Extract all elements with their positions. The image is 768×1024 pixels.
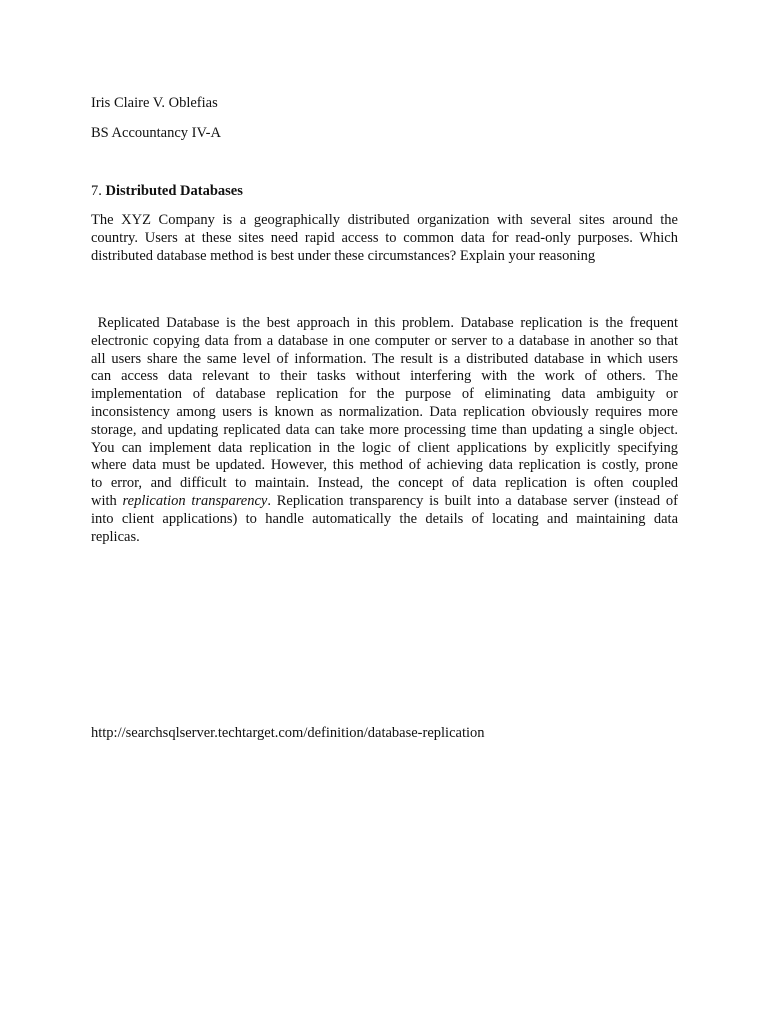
author-name: Iris Claire V. Oblefias (91, 95, 218, 111)
answer-line: into client applications) to handle automatically the details of locating and maintaining data (91, 510, 678, 527)
answer-line: implementation of database replication for the purpose of eliminating data ambiguity or (91, 386, 678, 403)
answer-paragraph (91, 315, 678, 546)
coupled-prefix: with (91, 492, 123, 509)
answer-line: all users share the same level of information. The result is a distributed database in which users (91, 350, 678, 367)
answer-line: electronic copying data from a database in one computer or server to a database in another so that (91, 332, 678, 349)
question-number: 7. (91, 183, 102, 199)
answer-line-coupled (91, 493, 678, 511)
coupled-suffix: . Replication transparency is built into a database server (instead of (267, 492, 678, 509)
question-text (91, 212, 678, 265)
answer-line: Replicated Database is the best approach in this problem. Database replication is the frequent (91, 315, 678, 331)
answer-line: replicas. (91, 528, 140, 545)
course-section: BS Accountancy IV-A (91, 125, 221, 141)
source-url: http://searchsqlserver.techtarget.com/definition/database-replication (91, 725, 485, 741)
answer-line: can access data relevant to their tasks without interfering with the work of others. The (91, 368, 678, 385)
question-line: The XYZ Company is a geographically distributed organization with several sites around the (91, 212, 678, 228)
question-line: distributed database method is best under these circumstances? Explain your reasoning (91, 247, 596, 264)
replication-transparency-term: replication transparency (122, 492, 268, 509)
answer-line: You can implement data replication in the logic of client applications by explicitly specifying (91, 439, 678, 456)
answer-line: storage, and updating replicated data can take more processing time than updating a single object. (91, 421, 678, 438)
question-line: country. Users at these sites need rapid access to common data for read-only purposes. Which (91, 229, 678, 246)
answer-line: where data must be updated. However, this method of achieving data replication is costly, prone (91, 457, 678, 474)
answer-line: to error, and difficult to maintain. Instead, the concept of data replication is often coupled (91, 475, 678, 492)
question-title: Distributed Databases (105, 183, 243, 199)
question-heading (91, 182, 243, 200)
answer-line: inconsistency among users is known as normalization. Data replication obviously requires more (91, 403, 678, 420)
